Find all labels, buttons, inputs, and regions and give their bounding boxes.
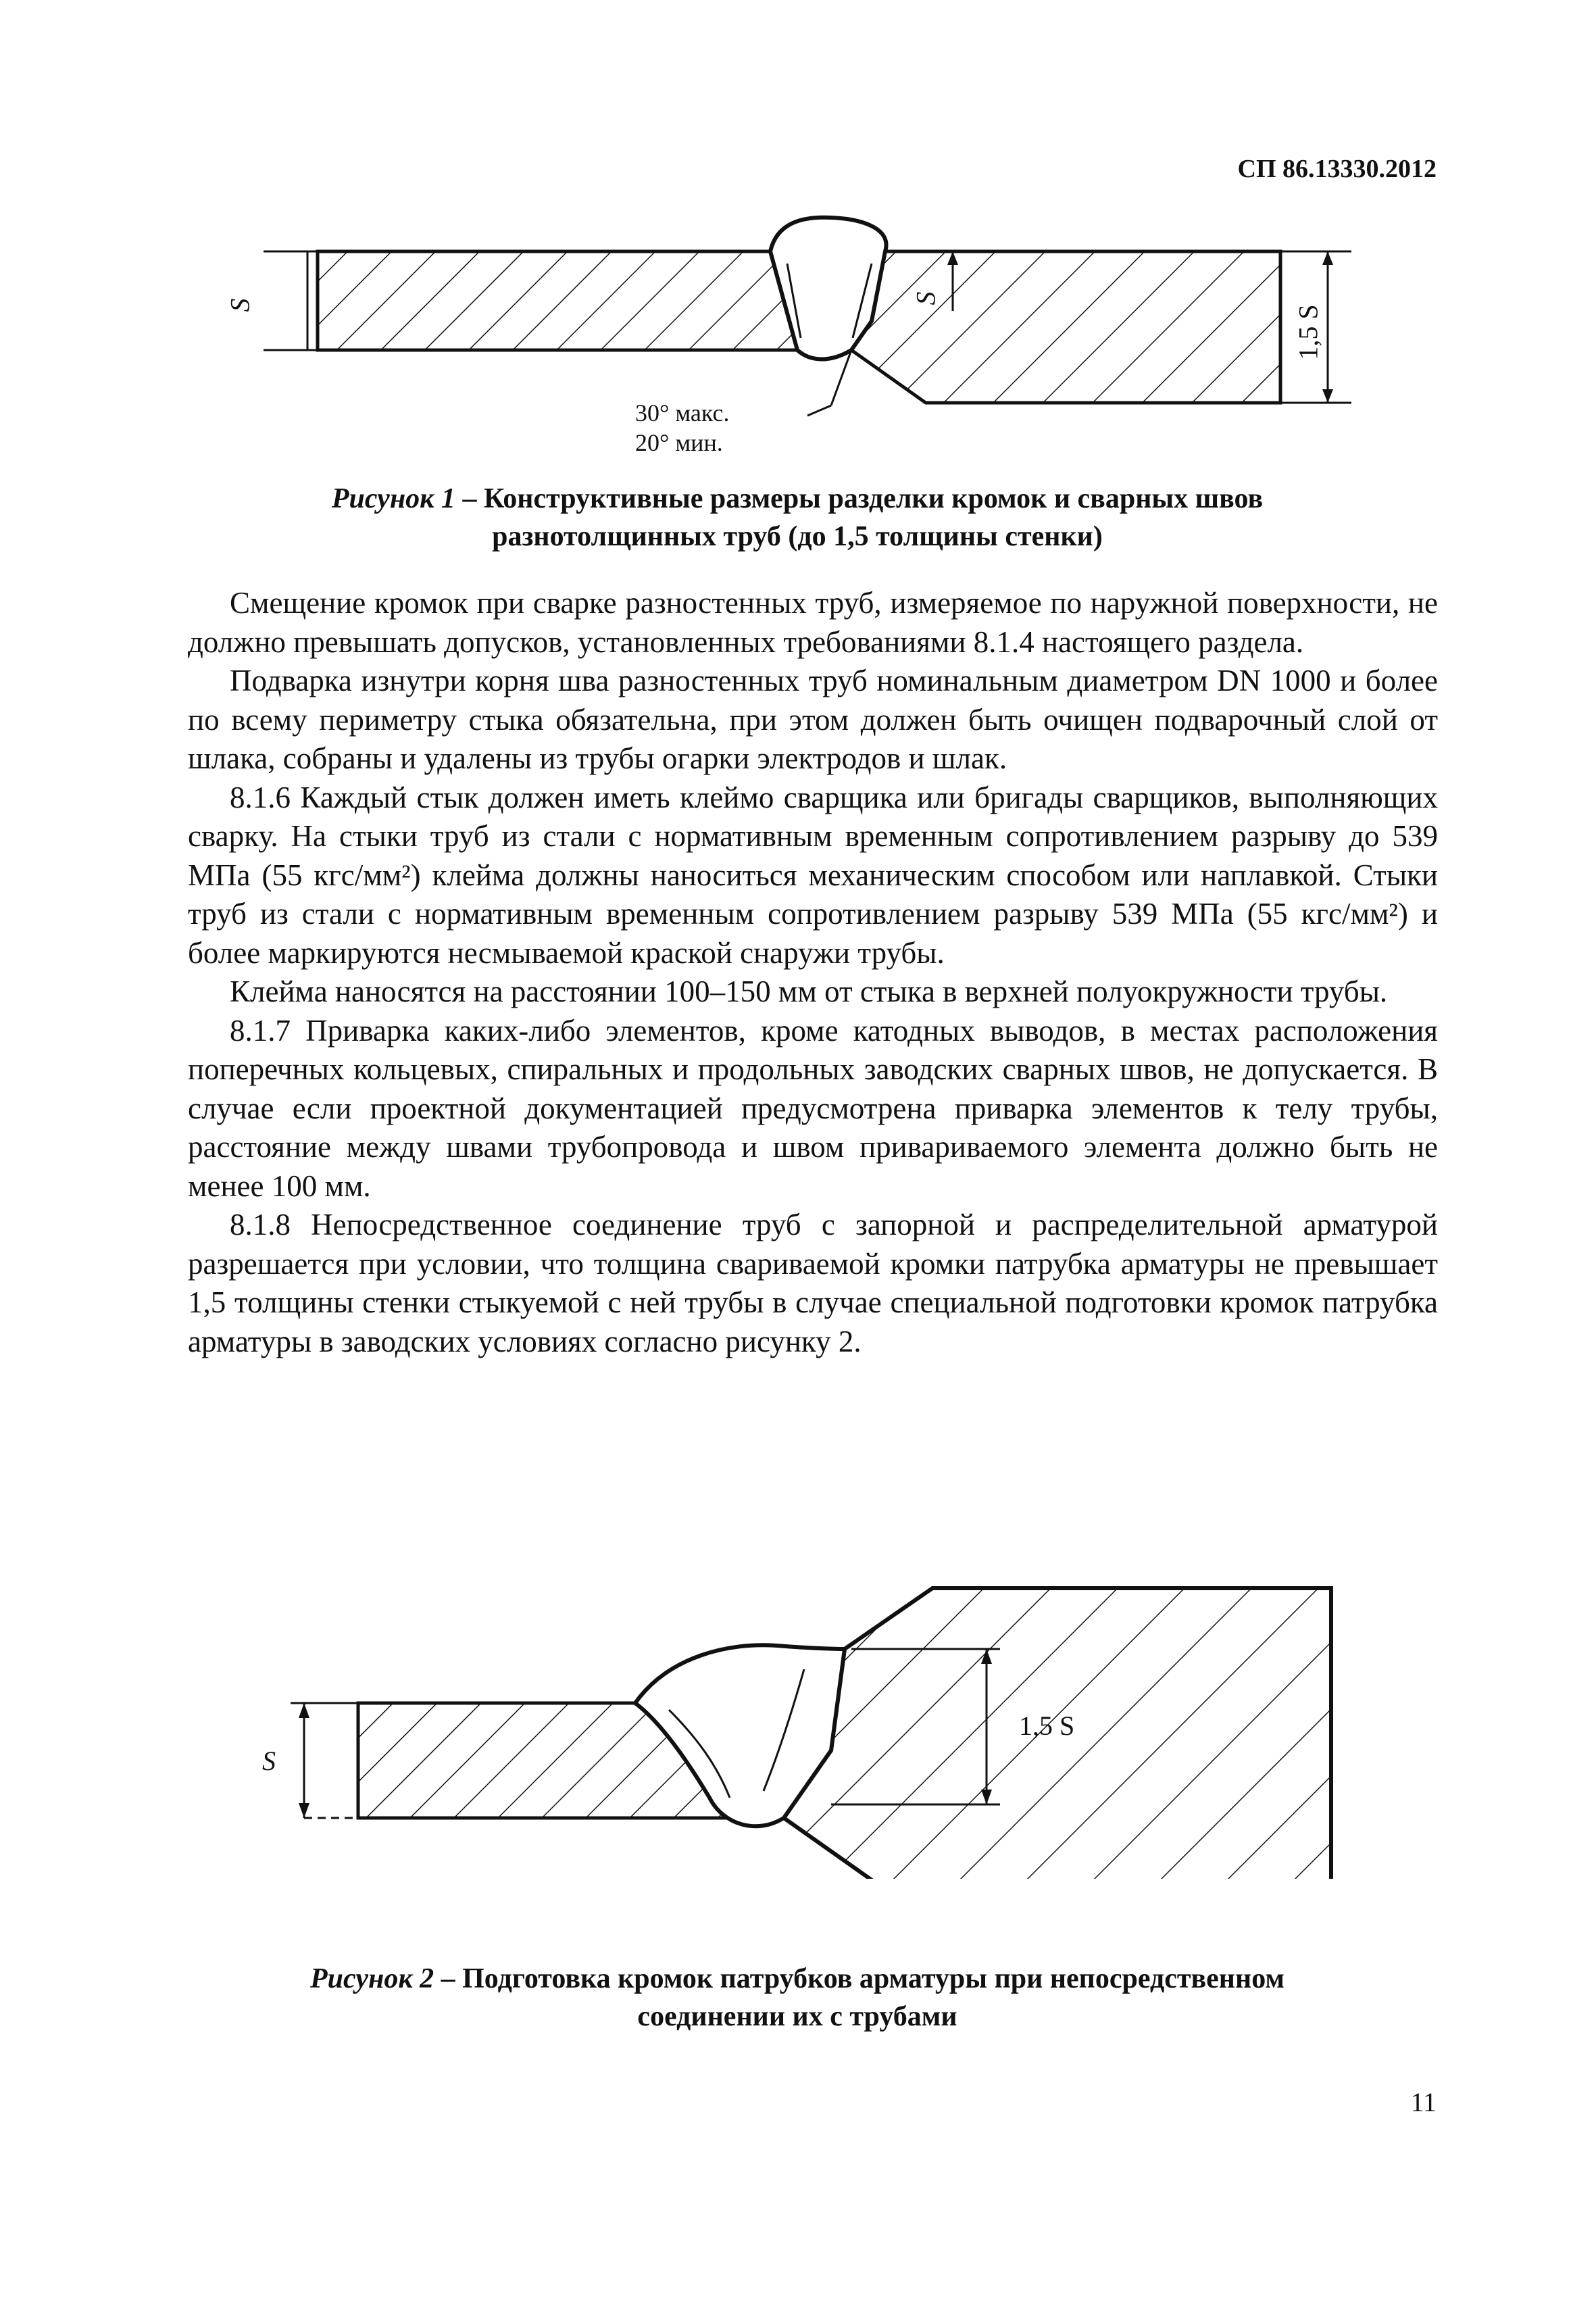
figure-2-caption-text-2: соединении их с трубами — [637, 2001, 957, 2032]
paragraph: 8.1.7 Приварка каких-либо элементов, кроме катодных выводов, в местах расположения поперечных кольцевых, спиральных и продольных заводских сварных швов, не допускается. В случае если проектной документацией предусмотрена приварка элементов к телу трубы, расстояние между швами трубопровода и швом привариваемого элемента должно быть не менее 100 мм. — [188, 1013, 1438, 1203]
paragraph: Смещение кромок при сварке разностенных труб, измеряемое по наружной поверхности, не должно превышать допусков, установленных требованиями 8.1.4 настоящего раздела. — [188, 586, 1438, 659]
paragraph: Клейма наносятся на расстоянии 100–150 мм от стыка в верхней полуокружности трубы. — [230, 975, 1388, 1008]
fig1-angle-min: 20° мин. — [635, 429, 723, 456]
paragraph: Подварка изнутри корня шва разностенных труб номинальным диаметром DN 1000 и более по всему периметру стыка обязательна, при этом должен быть очищен подварочный слой от шлака, собраны и удалены из трубы огарки электродов и шлак. — [188, 664, 1438, 775]
body-text — [188, 584, 1438, 1361]
figure-1-caption-text: – Конструктивные размеры разделки кромок и сварных швов — [455, 483, 1264, 514]
figure-2-caption-number: Рисунок 2 — [310, 1963, 434, 1994]
figure-1-caption-text-2: разнотолщинных труб (до 1,5 толщины стенки) — [492, 521, 1103, 552]
figure-1-caption — [189, 480, 1405, 556]
thin-pipe-wall — [318, 251, 797, 350]
page-number: 11 — [1410, 2087, 1437, 2117]
figure-1-caption-number: Рисунок 1 — [331, 483, 455, 514]
thick-pipe-wall — [851, 251, 1280, 403]
fig2-label-s: S — [262, 1746, 276, 1776]
figure-2-drawing — [0, 1568, 1596, 1879]
fig1-label-s-left: S — [224, 298, 255, 312]
fig1-label-15s: 1,5 S — [1293, 304, 1324, 360]
fig1-label-s-mid: S — [910, 291, 941, 305]
paragraph: 8.1.6 Каждый стык должен иметь клеймо сварщика или бригады сварщиков, выполняющих сварку. На стыки труб из стали с нормативным временным сопротивлением разрыву до 539 МПа (55 кгс/мм²) клейма должны наноситься механическим способом или наплавкой. Стыки труб из стали с нормативным временным сопротивлением разрыву 539 МПа (55 кгс/мм²) и более маркируются несмываемой краской снаружи трубы. — [188, 780, 1438, 970]
figure-1 — [0, 203, 1596, 473]
document-code: СП 86.13330.2012 — [1237, 155, 1437, 183]
figure-2-caption — [189, 1960, 1405, 2036]
figure-1-drawing — [0, 203, 1596, 473]
fig1-angle-max: 30° макс. — [635, 399, 730, 426]
figure-2-caption-text: – Подготовка кромок патрубков арматуры при непосредственном — [434, 1963, 1285, 1994]
paragraph: 8.1.8 Непосредственное соединение труб с запорной и распределительной арматурой разрешается при условии, что толщина свариваемой кромки патрубка арматуры не превышает 1,5 толщины стенки стыкуемой с ней трубы в случае специальной подготовки кромок патрубка арматуры в заводских условиях согласно рисунку 2. — [188, 1208, 1438, 1358]
fig2-label-15s: 1,5 S — [1019, 1710, 1075, 1741]
figure-2 — [0, 1568, 1596, 1879]
